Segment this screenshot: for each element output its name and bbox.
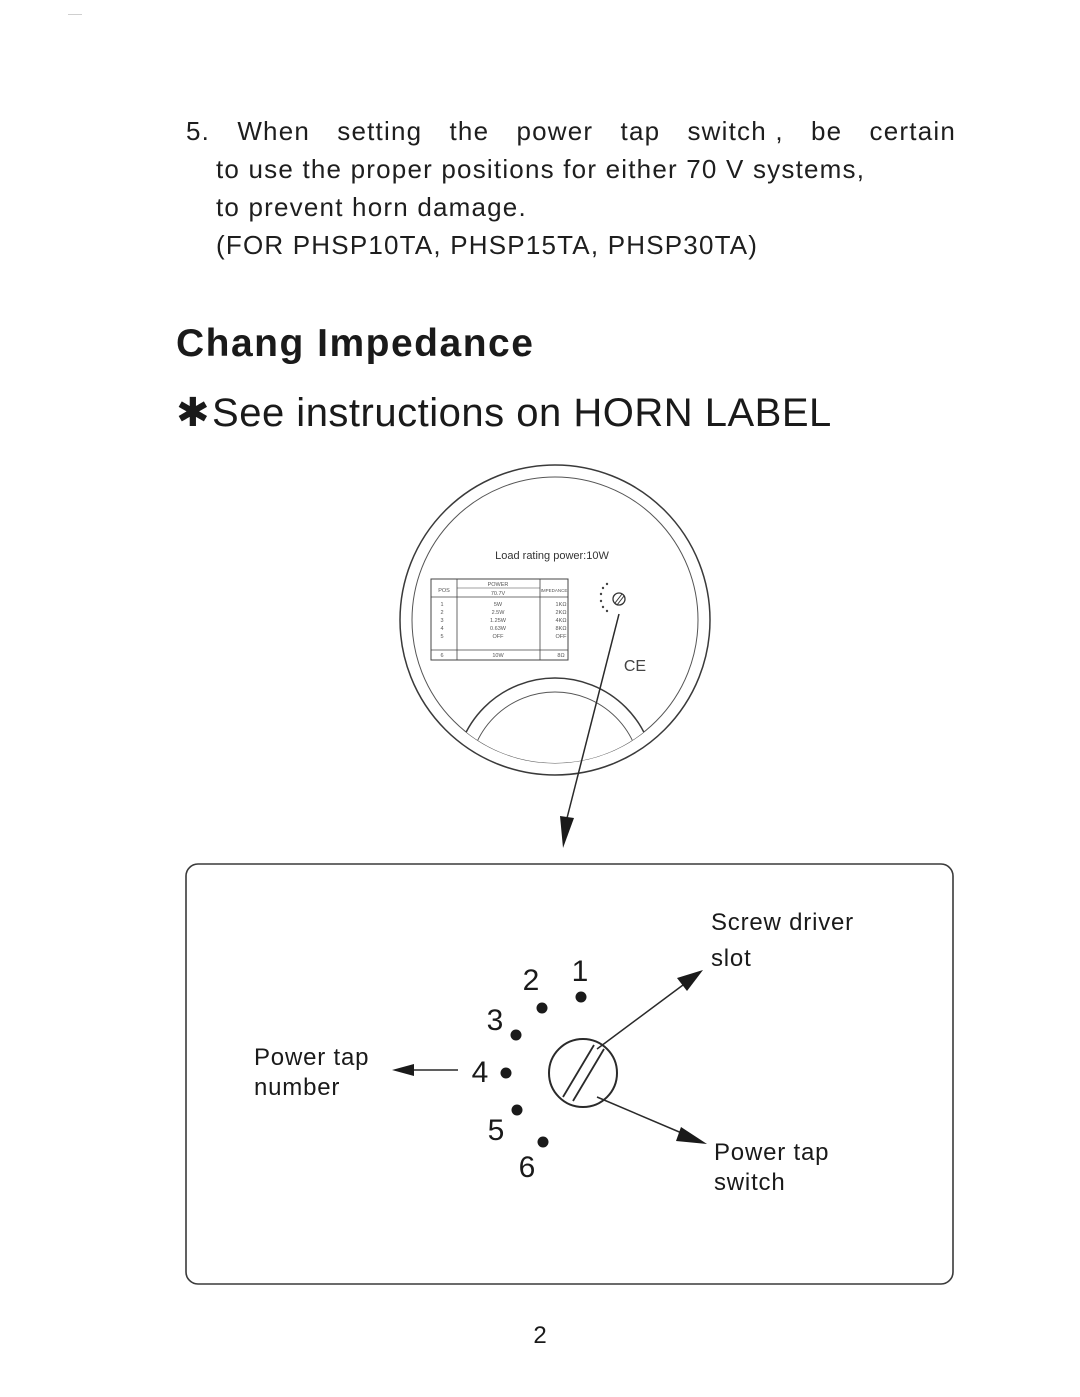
- section-heading: Chang Impedance: [176, 322, 535, 365]
- table-cell: 6: [440, 653, 444, 659]
- tap-number-6: 6: [518, 1151, 536, 1184]
- tap-number-4: 4: [471, 1056, 489, 1089]
- screw-driver-label-line1: Screw driver: [711, 909, 854, 936]
- power-tap-switch-label-line1: Power tap: [714, 1139, 830, 1166]
- instruction-word: tap: [620, 116, 661, 146]
- instruction-word: power: [516, 116, 594, 146]
- table-cell: 2.5W: [491, 610, 505, 616]
- instruction-word: certain: [869, 116, 956, 146]
- tap-dot-2: [537, 1003, 548, 1014]
- see-instructions-text: See instructions on HORN LABEL: [212, 391, 832, 435]
- instruction-word: the: [449, 116, 490, 146]
- power-tap-number-label-line1: Power tap: [254, 1044, 370, 1071]
- table-cell: 4KΩ: [555, 618, 567, 624]
- instruction-word: be: [811, 116, 843, 146]
- load-rating-text: Load rating power:10W: [495, 550, 609, 562]
- table-cell: 5W: [493, 602, 503, 608]
- ce-mark: CE: [623, 658, 647, 675]
- table-cell: 1: [440, 602, 444, 608]
- table-cell: 2: [440, 610, 444, 616]
- table-cell: 4: [440, 626, 444, 632]
- table-cell: 1KΩ: [555, 602, 567, 608]
- tap-dot-4: [501, 1068, 512, 1079]
- tap-dot-3: [511, 1030, 522, 1041]
- instruction-word: switch ,: [687, 116, 784, 146]
- instruction-line-3: to prevent horn damage.: [216, 192, 527, 222]
- tap-number-2: 2: [522, 964, 540, 997]
- tap-number-5: 5: [487, 1114, 505, 1147]
- tap-dot-1: [576, 992, 587, 1003]
- page-number: 2: [533, 1322, 547, 1349]
- table-cell: 8Ω: [557, 653, 565, 659]
- step-number: 5.: [186, 116, 211, 146]
- instruction-line-4: (FOR PHSP10TA, PHSP15TA, PHSP30TA): [216, 230, 759, 260]
- asterisk-icon: ✱: [176, 391, 211, 435]
- table-cell: OFF: [492, 634, 504, 640]
- power-tap-number-label-line2: number: [254, 1074, 341, 1101]
- screw-driver-label-line2: slot: [711, 945, 752, 972]
- table-header-impedance: IMPEDANCE: [540, 588, 568, 593]
- instruction-word: When: [237, 116, 311, 146]
- table-cell: 1.25W: [490, 618, 506, 624]
- table-cell: 2KΩ: [555, 610, 567, 616]
- horn-back-plate: [400, 465, 710, 878]
- instruction-line-2: to use the proper positions for either 70 V systems,: [216, 154, 866, 184]
- table-cell: 8KΩ: [555, 626, 567, 632]
- tap-dot-5: [512, 1105, 523, 1116]
- mini-tap-switch: [600, 583, 625, 612]
- screw-driver-arrow: [597, 970, 703, 1049]
- table-cell: OFF: [555, 634, 567, 640]
- table-cell: 0.63W: [490, 626, 506, 632]
- power-tap-switch-arrow: [597, 1097, 707, 1144]
- table-cell: 10W: [492, 653, 504, 659]
- impedance-table: [431, 579, 568, 660]
- instruction-word: setting: [337, 116, 423, 146]
- power-tap-number-arrow: [392, 1064, 458, 1076]
- tap-number-1: 1: [571, 955, 589, 988]
- table-header-voltage: 70.7V: [490, 591, 506, 597]
- terminal-cutout-outer: [455, 678, 655, 878]
- tap-dot-6: [538, 1137, 549, 1148]
- power-tap-switch-label-line2: switch: [714, 1169, 786, 1196]
- table-header-pos: POS: [438, 588, 450, 594]
- table-header-power: POWER: [487, 582, 509, 588]
- power-tap-switch: [549, 1039, 617, 1107]
- tap-number-3: 3: [486, 1004, 504, 1037]
- table-cell: 3: [440, 618, 444, 624]
- table-cell: 5: [440, 634, 444, 640]
